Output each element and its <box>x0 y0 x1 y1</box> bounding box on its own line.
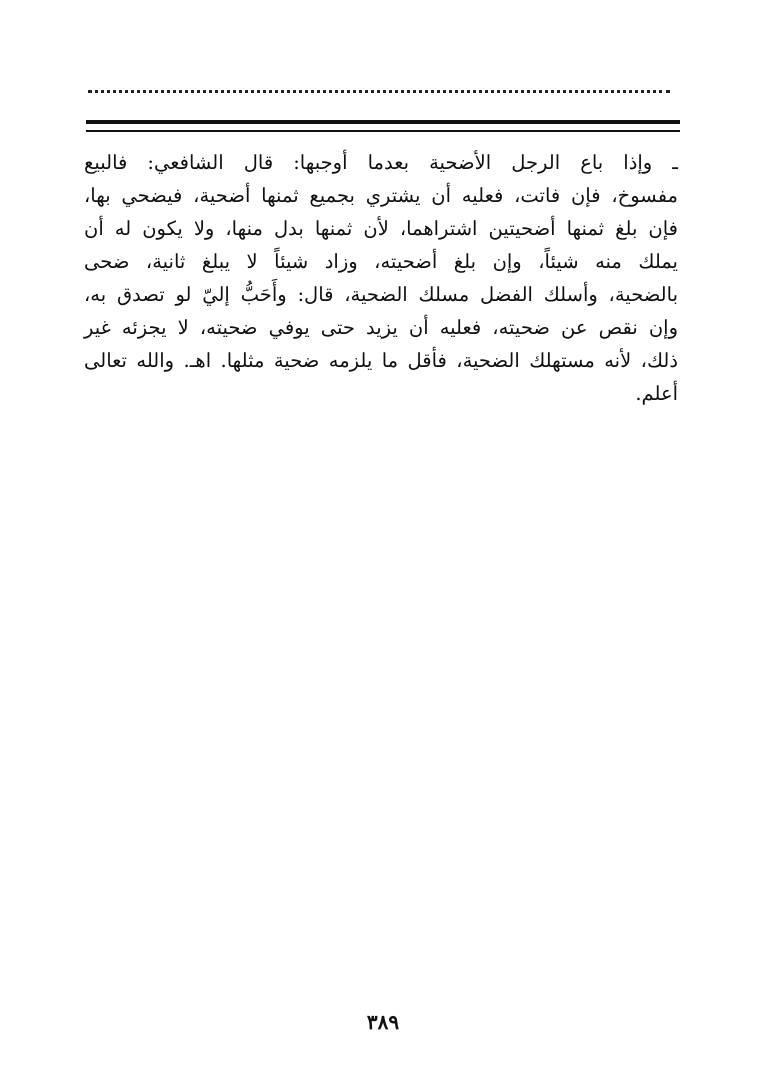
text-line: أعلم. <box>635 382 678 405</box>
text-line: مفسوخ، فإن فاتت، فعليه أن يشتري بجميع ثمنها أضحية، فيضحي بها، <box>84 184 678 207</box>
text-line: بالضحية، وأسلك الفضل مسلك الضحية، قال: وأَحَبُّ إليّ لو تصدق به، <box>84 283 678 306</box>
page-number: ٣٨٩ <box>366 1010 400 1034</box>
text-line: فإن بلغ ثمنها أضحيتين اشتراهما، لأن ثمنها بدل منها، ولا يكون له أن <box>84 217 678 240</box>
header-rule-thick <box>86 120 680 124</box>
header-rule-thin <box>86 130 680 132</box>
body-paragraph <box>84 146 678 410</box>
text-line: ذلك، لأنه مستهلك الضحية، فأقل ما يلزمه ضحية مثلها. اهـ. والله تعالى <box>84 349 678 372</box>
text-line: ـ وإذا باع الرجل الأضحية بعدما أوجبها: قال الشافعي: فالبيع <box>84 151 678 174</box>
dotted-separator <box>88 90 670 105</box>
text-line: يملك منه شيئاً، وإن بلغ أضحيته، وزاد شيئاً لا يبلغ ثانية، ضحى <box>84 250 678 273</box>
text-line: وإن نقص عن ضحيته، فعليه أن يزيد حتى يوفي ضحيته، لا يجزئه غير <box>84 316 678 339</box>
